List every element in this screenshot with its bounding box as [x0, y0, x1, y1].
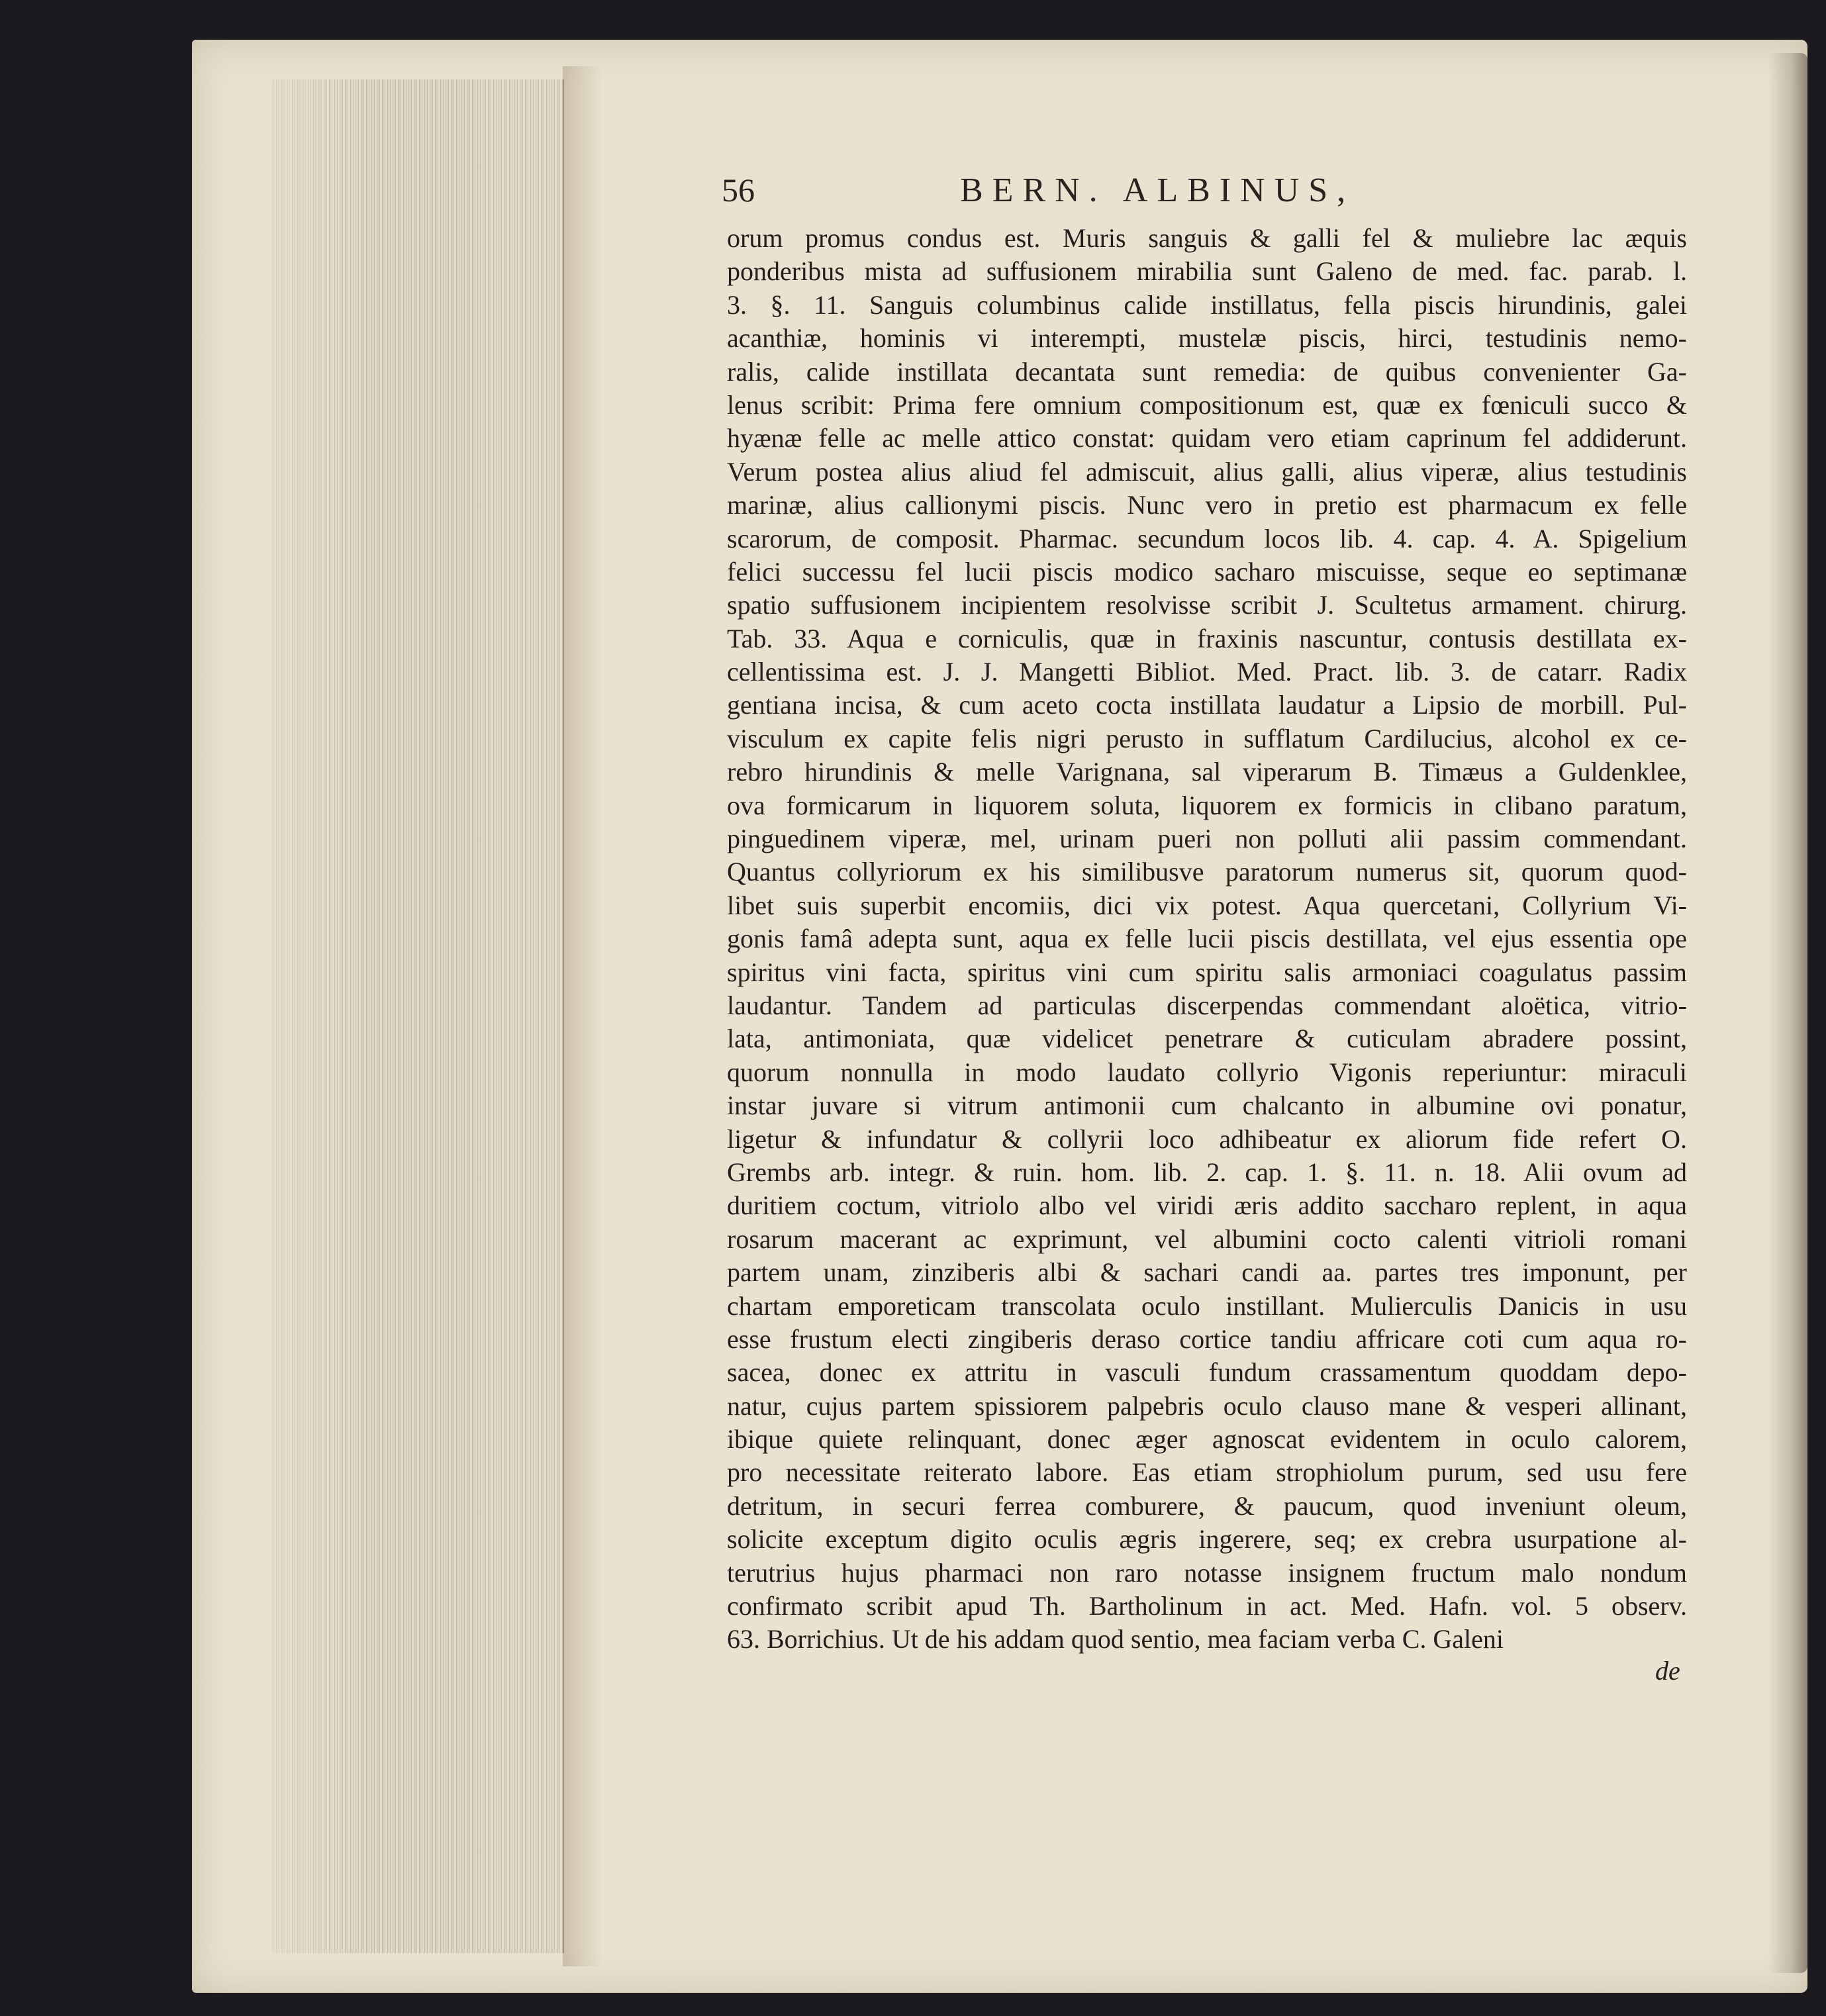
text-line: orum promus condus est. Muris sanguis & galli fel & muliebre lac æquis	[727, 223, 1687, 253]
text-line: instar juvare si vitrum antimonii cum chalcanto in albumine ovi ponatur,	[727, 1090, 1687, 1121]
catchword: de	[1655, 1656, 1680, 1686]
text-line: pinguedinem viperæ, mel, urinam pueri non polluti alii passim commendant.	[727, 824, 1687, 854]
text-line: gentiana incisa, & cum aceto cocta instillata laudatur a Lipsio de morbill. Pul-	[727, 690, 1687, 720]
text-line: detritum, in securi ferrea comburere, & paucum, quod inveniunt oleum,	[727, 1490, 1687, 1521]
text-line: Verum postea alius aliud fel admiscuit, alius galli, alius viperæ, alius testudinis	[727, 456, 1687, 487]
text-line: ibique quiete relinquant, donec æger agnoscat evidentem in oculo calorem,	[727, 1424, 1687, 1455]
page-edges	[271, 79, 564, 1953]
page-fold-shadow	[563, 66, 602, 1966]
text-line: scarorum, de composit. Pharmac. secundum locos lib. 4. cap. 4. A. Spigelium	[727, 523, 1687, 553]
text-line: Quantus collyriorum ex his similibusve paratorum numerus sit, quorum quod-	[727, 857, 1687, 887]
text-line: pro necessitate reiterato labore. Eas etiam strophiolum purum, sed usu fere	[727, 1457, 1687, 1488]
page-number: 56	[722, 171, 755, 209]
page-right-edge	[1768, 53, 1807, 1973]
text-line: Tab. 33. Aqua e corniculis, quæ in fraxinis nascuntur, contusis destillata ex-	[727, 623, 1687, 653]
text-line: felici successu fel lucii piscis modico sacharo miscuisse, seque eo septimanæ	[727, 556, 1687, 587]
text-line: 3. §. 11. Sanguis columbinus calide instillatus, fella piscis hirundinis, galei	[727, 289, 1687, 320]
text-line: cellentissima est. J. J. Mangetti Bibliot. Med. Pract. lib. 3. de catarr. Radix	[727, 657, 1687, 687]
text-line: chartam emporeticam transcolata oculo instillant. Mulierculis Danicis in usu	[727, 1290, 1687, 1321]
text-line: rebro hirundinis & melle Varignana, sal viperarum B. Timæus a Guldenklee,	[727, 757, 1687, 787]
text-line: 63. Borrichius. Ut de his addam quod sentio, mea faciam verba C. Galeni	[727, 1624, 1504, 1655]
text-line: partem unam, zinziberis albi & sachari candi aa. partes tres imponunt, per	[727, 1257, 1687, 1288]
text-line: duritiem coctum, vitriolo albo vel viridi æris addito saccharo replent, in aqua	[727, 1190, 1687, 1221]
text-line: ligetur & infundatur & collyrii loco adhibeatur ex aliorum fide refert O.	[727, 1124, 1687, 1154]
text-line: Grembs arb. integr. & ruin. hom. lib. 2. cap. 1. §. 11. n. 18. Alii ovum ad	[727, 1157, 1687, 1187]
text-line: visculum ex capite felis nigri perusto in sufflatum Cardilucius, alcohol ex ce-	[727, 723, 1687, 753]
text-line: sacea, donec ex attritu in vasculi fundum crassamentum quoddam depo-	[727, 1357, 1687, 1388]
text-line: lata, antimoniata, quæ videlicet penetrare & cuticulam abradere possint,	[727, 1024, 1687, 1054]
text-line: natur, cujus partem spissiorem palpebris oculo clauso mane & vesperi allinant,	[727, 1390, 1687, 1421]
text-line: confirmato scribit apud Th. Bartholinum in act. Med. Hafn. vol. 5 observ.	[727, 1591, 1687, 1621]
text-line: hyænæ felle ac melle attico constat: quidam vero etiam caprinum fel addiderunt.	[727, 423, 1687, 454]
body-text	[727, 222, 1687, 1656]
running-title: BERN. ALBINUS,	[960, 171, 1355, 209]
text-line: libet suis superbit encomiis, dici vix potest. Aqua quercetani, Collyrium Vi-	[727, 890, 1687, 920]
text-line: gonis famâ adepta sunt, aqua ex felle lucii piscis destillata, vel ejus essentia ope	[727, 924, 1687, 954]
text-line: acanthiæ, hominis vi interempti, mustelæ piscis, hirci, testudinis nemo-	[727, 323, 1687, 354]
text-line: spatio suffusionem incipientem resolvisse scribit J. Scultetus armament. chirurg.	[727, 590, 1687, 620]
text-line: ponderibus mista ad suffusionem mirabilia sunt Galeno de med. fac. parab. l.	[727, 256, 1687, 287]
text-line: laudantur. Tandem ad particulas discerpendas commendant aloëtica, vitrio-	[727, 990, 1687, 1020]
text-line: marinæ, alius callionymi piscis. Nunc vero in pretio est pharmacum ex felle	[727, 490, 1687, 520]
page-header	[722, 171, 1688, 224]
text-line: rosarum macerant ac exprimunt, vel albumini cocto calenti vitrioli romani	[727, 1224, 1687, 1254]
text-line: spiritus vini facta, spiritus vini cum spiritu salis armoniaci coagulatus passim	[727, 957, 1687, 987]
text-line: quorum nonnulla in modo laudato collyrio Vigonis reperiuntur: miraculi	[727, 1057, 1687, 1087]
text-line: solicite exceptum digito oculis ægris ingerere, seq; ex crebra usurpatione al-	[727, 1524, 1687, 1555]
text-line: esse frustum electi zingiberis deraso cortice tandiu affricare coti cum aqua ro-	[727, 1323, 1687, 1354]
text-line: terutrius hujus pharmaci non raro notasse insignem fructum malo nondum	[727, 1557, 1687, 1588]
text-line: ova formicarum in liquorem soluta, liquorem ex formicis in clibano paratum,	[727, 790, 1687, 820]
text-line: lenus scribit: Prima fere omnium compositionum est, quæ ex fœniculi succo &	[727, 389, 1687, 420]
text-line: ralis, calide instillata decantata sunt remedia: de quibus convenienter Ga-	[727, 356, 1687, 387]
